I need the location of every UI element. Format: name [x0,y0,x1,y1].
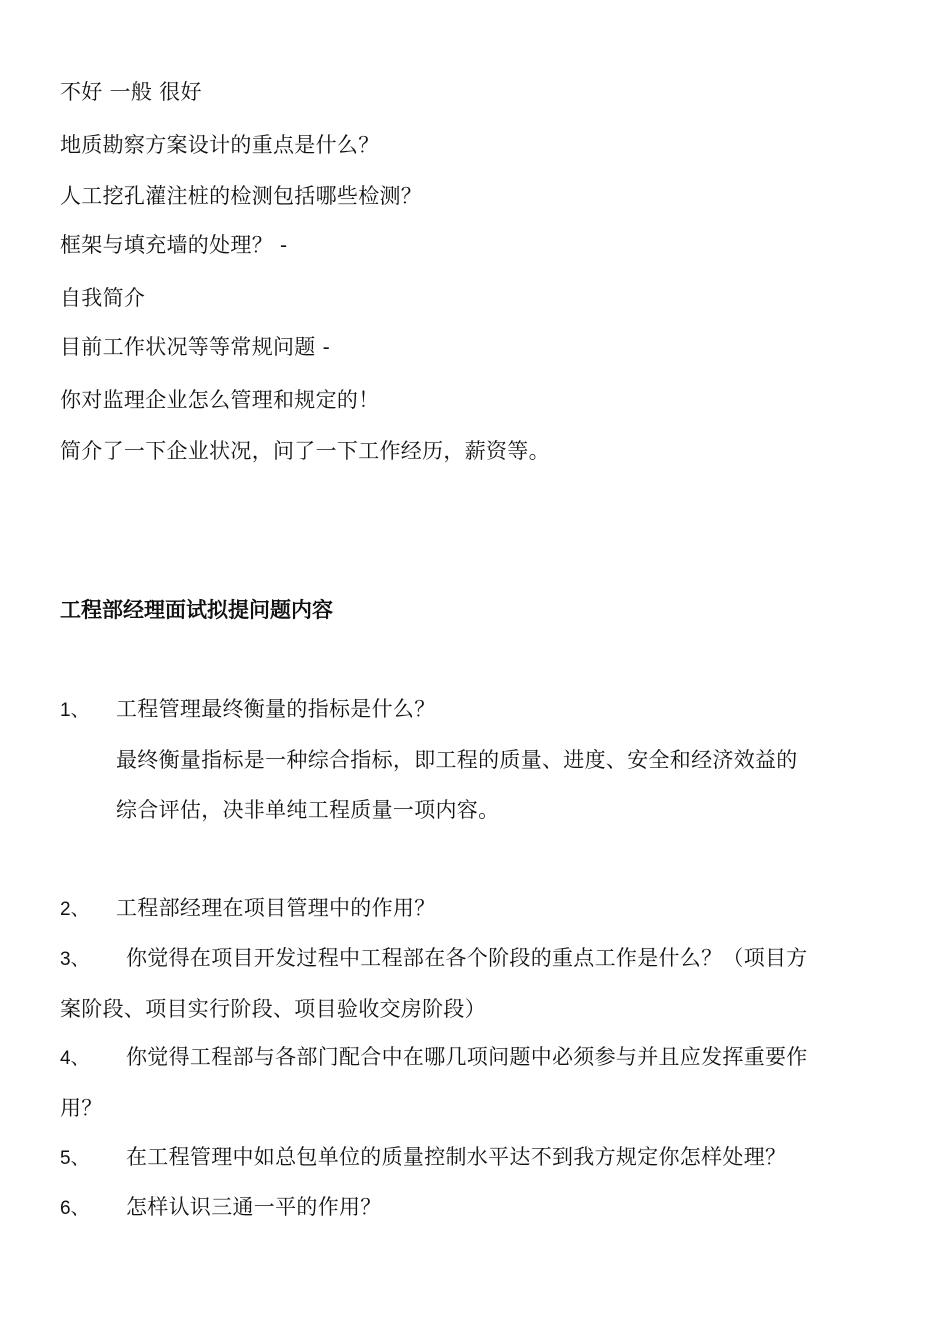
section-title: 工程部经理面试拟提问题内容 [60,598,333,622]
question-pile-testing: 人工挖孔灌注桩的检测包括哪些检测？ [60,184,423,208]
question-number-4: 4、 [60,1048,90,1069]
answer-1-line-2: 综合评估，决非单纯工程质量一项内容。 [116,798,500,822]
question-1-text: 工程管理最终衡量的指标是什么？ [116,697,436,721]
question-4-line-2: 用？ [60,1096,103,1120]
question-number-5: 5、 [60,1148,90,1169]
rating-options-line: 不好 一般 很好 [60,80,202,104]
self-introduction-line: 自我简介 [60,286,146,310]
question-number-1: 1、 [60,700,90,721]
company-intro-line: 简介了一下企业状况，问了一下工作经历，薪资等。 [60,439,550,463]
question-6-text: 怎样认识三通一平的作用？ [126,1195,382,1219]
supervision-management-line: 你对监理企业怎么管理和规定的！ [60,388,380,412]
answer-1-line-1: 最终衡量指标是一种综合指标，即工程的质量、进度、安全和经济效益的 [116,748,798,772]
question-5-text: 在工程管理中如总包单位的质量控制水平达不到我方规定你怎样处理？ [126,1145,787,1169]
question-3-line-1: 你觉得在项目开发过程中工程部在各个阶段的重点工作是什么？（项目方 [126,946,808,970]
question-frame-infill-wall: 框架与填充墙的处理？ - [60,233,288,257]
question-4-line-1: 你觉得工程部与各部门配合中在哪几项问题中必须参与并且应发挥重要作 [126,1045,808,1069]
question-3-line-2: 案阶段、项目实行阶段、项目验收交房阶段） [60,997,486,1021]
question-number-3: 3、 [60,949,90,970]
question-geology-survey: 地质勘察方案设计的重点是什么？ [60,133,380,157]
question-number-6: 6、 [60,1198,90,1219]
current-work-status-line: 目前工作状况等等常规问题 - [60,335,330,359]
question-number-2: 2、 [60,899,90,920]
question-2-text: 工程部经理在项目管理中的作用？ [116,896,436,920]
